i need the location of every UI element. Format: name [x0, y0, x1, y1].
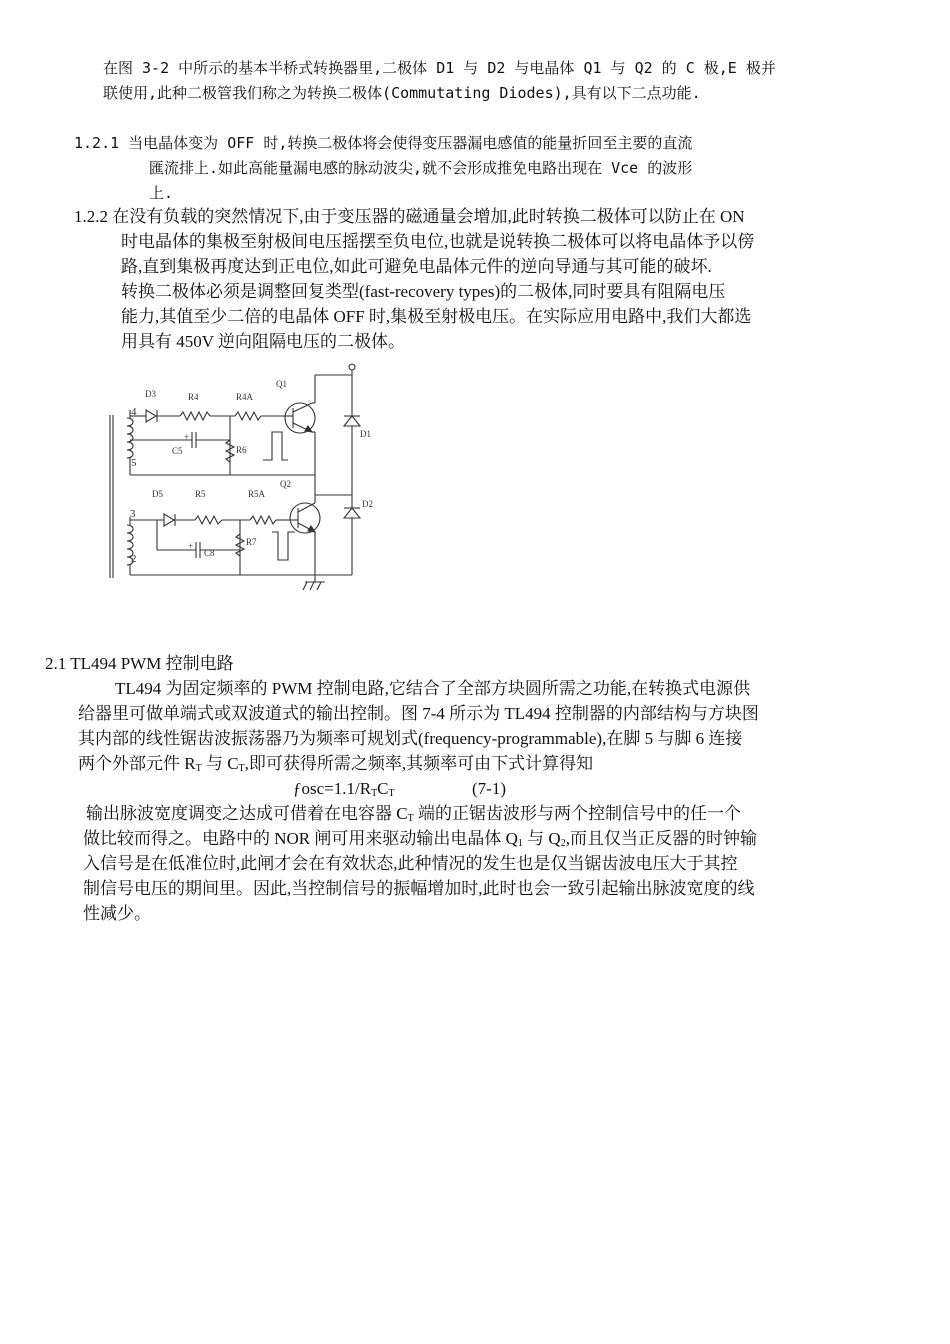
- item-121-line-2: 匯流排上.如此高能量漏电感的脉动波尖,就不会形成推免电路出现在 Vce 的波形: [149, 159, 693, 177]
- label-pin4: 4: [131, 406, 137, 418]
- item-122-line-3: 路,直到集极再度达到正电位,如此可避免电晶体元件的逆向导通与其可能的破坏.: [121, 257, 712, 276]
- item-122-line-1: 1.2.2 在没有负载的突然情况下,由于变压器的磁通量会增加,此时转换二极体可以防止在 ON: [74, 207, 745, 226]
- section-21-line-1: TL494 为固定频率的 PWM 控制电路,它结合了全部方块圆所需之功能,在转换式电源供: [115, 679, 751, 698]
- section-21-line-3: 其内部的线性锯齿波振荡器乃为频率可规划式(frequency-programmable),在脚 5 与脚 6 连接: [78, 729, 743, 748]
- item-121-line-1: 1.2.1 当电晶体变为 OFF 时,转换二极体将会使得变压器漏电感值的能量折回至主要的直流: [74, 134, 693, 152]
- label-d1: D1: [360, 429, 371, 439]
- label-pin3: 3: [130, 508, 136, 520]
- label-c5: C5: [172, 446, 183, 456]
- item-122-line-6: 用具有 450V 逆向阻隔电压的二极体。: [121, 332, 405, 351]
- label-c8-plus: +: [188, 541, 194, 551]
- label-r7: R7: [246, 537, 257, 547]
- formula-7-1: $ƒosc=1.1/R_TC_T$: [293, 779, 395, 799]
- section-21-p2-line-1: 输出脉波宽度调变之达成可借着在电容器 $C_T$ 端的正锯齿波形与两个控制信号中的任一个: [86, 804, 741, 824]
- label-q1: Q1: [276, 379, 287, 389]
- half-bridge-circuit-diagram: [100, 360, 390, 600]
- section-21-line-4: 两个外部元件 $R_T$ 与 $C_T$,即可获得所需之频率,其频率可由下式计算得知: [78, 754, 594, 774]
- label-d3: D3: [145, 389, 156, 399]
- label-r5: R5: [195, 489, 206, 499]
- item-122-line-4: 转换二极体必须是调整回复类型(fast-recovery types)的二极体,同时要具有阻隔电压: [121, 282, 726, 301]
- label-d5: D5: [152, 489, 163, 499]
- section-21-p2-line-5: 性减少。: [83, 904, 151, 923]
- section-21-p2-line-3: 入信号是在低准位时,此闸才会在有效状态,此种情况的发生也是仅当锯齿波电压大于其控: [83, 854, 738, 873]
- item-121-line-3: 上.: [149, 184, 174, 202]
- label-r5a: R5A: [248, 489, 266, 499]
- label-c5-plus: +: [184, 432, 190, 442]
- label-r4a: R4A: [236, 392, 254, 402]
- label-q2: Q2: [280, 479, 291, 489]
- intro-line-2: 联使用,此种二极管我们称之为转换二极体(Commutating Diodes),具有以下二点功能.: [103, 84, 701, 102]
- section-21-p2-line-2: 做比较而得之。电路中的 NOR 闸可用来驱动输出电晶体 $Q_1$ 与 $Q_2$,而且仅当正反器的时钟输: [83, 829, 757, 849]
- label-pin5: 5: [131, 457, 137, 469]
- intro-line-1: 在图 3-2 中所示的基本半桥式转换器里,二极体 D1 与 D2 与电晶体 Q1 与 Q2 的 C 极,E 极并: [103, 59, 776, 77]
- label-d2: D2: [362, 499, 373, 509]
- item-122-line-2: 时电晶体的集极至射极间电压摇摆至负电位,也就是说转换二极体可以将电晶体予以傍: [121, 232, 755, 251]
- section-21-line-2: 给器里可做单端式或双波道式的输出控制。图 7-4 所示为 TL494 控制器的内部结构与方块图: [78, 704, 759, 723]
- label-pin2: 2: [131, 553, 137, 565]
- section-21-heading: 2.1 TL494 PWM 控制电路: [45, 654, 234, 673]
- item-122-line-5: 能力,其值至少二倍的电晶体 OFF 时,集极至射极电压。在实际应用电路中,我们大都选: [121, 307, 752, 326]
- label-r6: R6: [236, 445, 247, 455]
- label-c8: C8: [204, 548, 215, 558]
- section-21-p2-line-4: 制信号电压的期间里。因此,当控制信号的振幅增加时,此时也会一致引起输出脉波宽度的线: [83, 879, 755, 898]
- label-r4: R4: [188, 392, 199, 402]
- formula-number: (7-1): [472, 779, 506, 798]
